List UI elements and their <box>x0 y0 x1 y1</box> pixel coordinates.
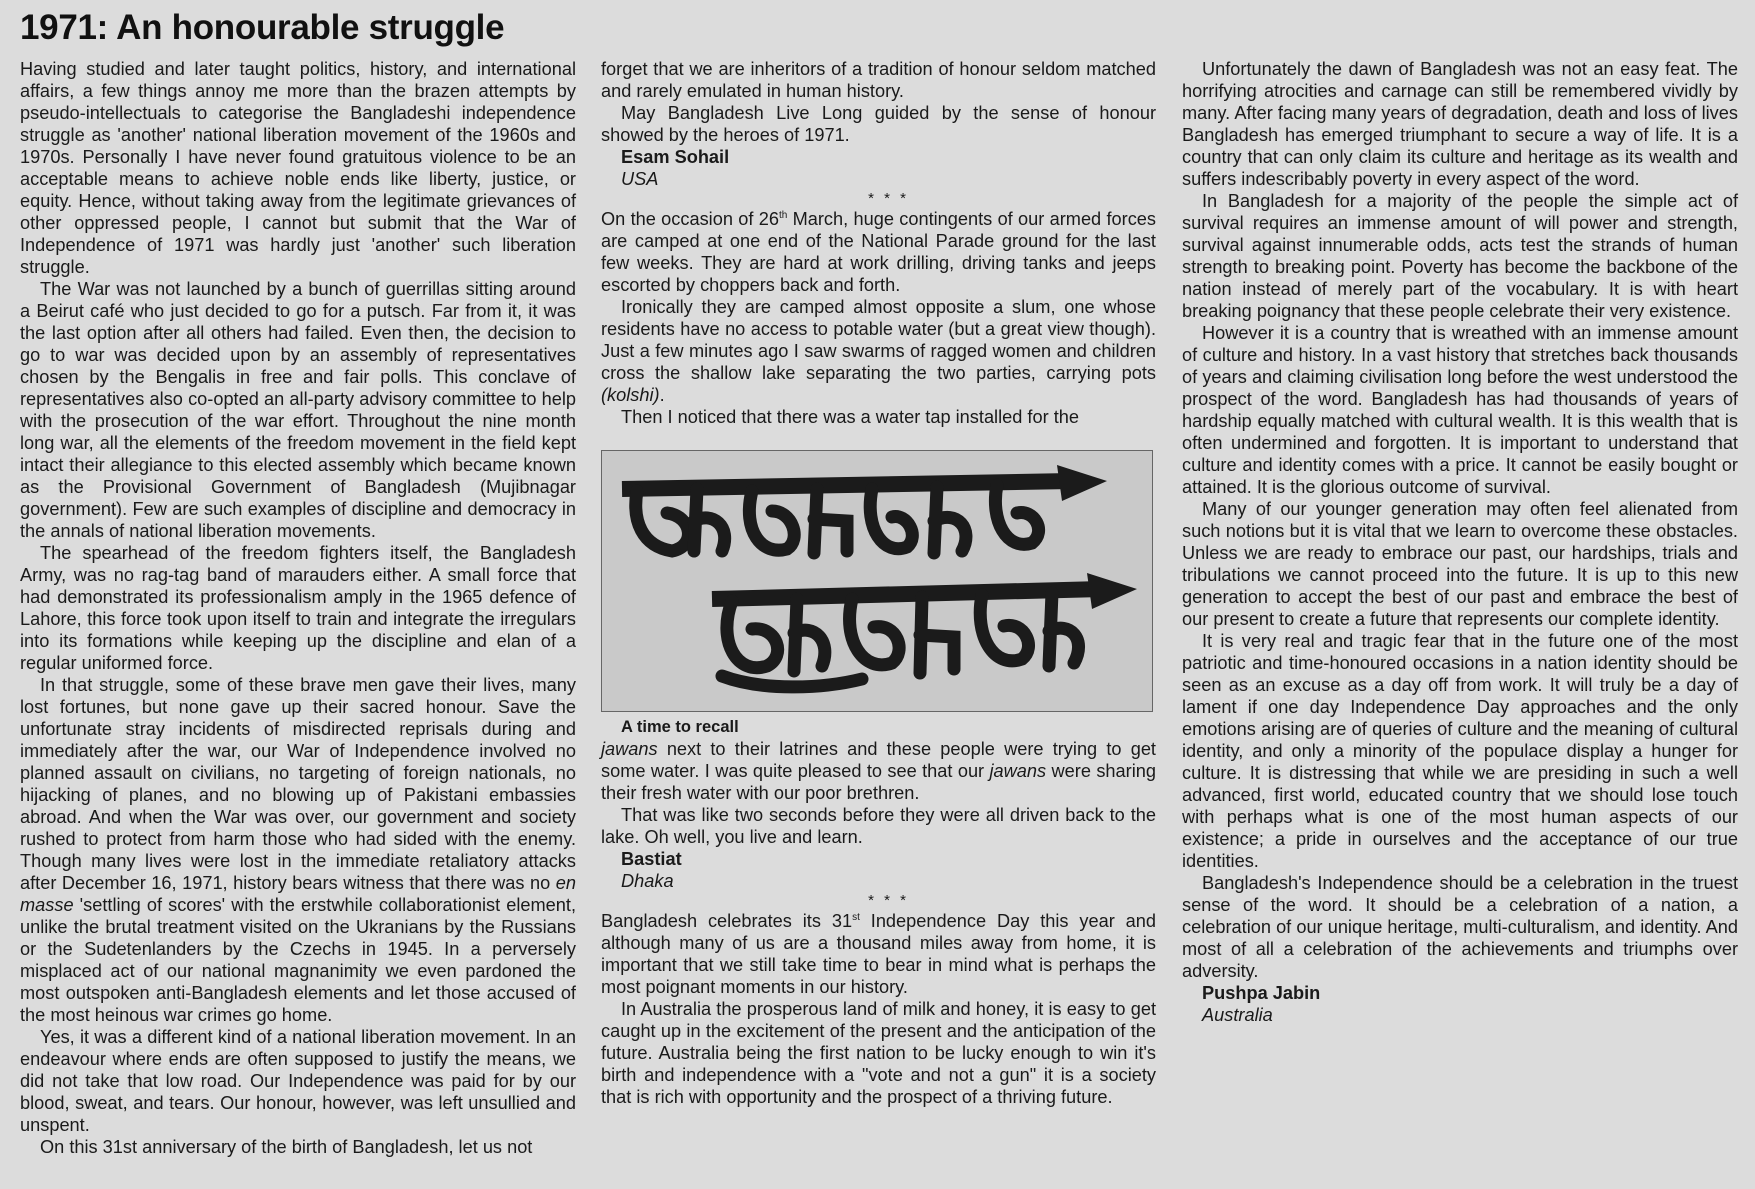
letter1-paragraph: The spearhead of the freedom fighters itself, the Bangladesh Army, was no rag-tag band of marauders either. A small force that had demonstrated its professionalism amply in the 1965 defence of Lahore, this force took upon itself to train and integrate the irregulars into its formations while keeping up the discipline and elan of a regular uniformed force. <box>20 543 576 673</box>
letter2-paragraph: Then I noticed that there was a water tap installed for the <box>621 407 1079 427</box>
letter1-paragraph: forget that we are inheritors of a tradition of honour seldom matched and rarely emulated in human history. <box>601 59 1156 101</box>
emphasis-text: jawans <box>601 739 658 759</box>
superscript: st <box>852 911 860 923</box>
letter3-paragraph: Many of our younger generation may often feel alienated from such notions but it is vital that we learn to overcome these obstacles. Unless we are ready to embrace our past, our hardships, trials and tribulations we cannot proceed into the future. It is up to this new generation to accept the best of our past and embrace the best of our present to create a future that represents our complete identity. <box>1182 499 1738 629</box>
text-run: Ironically they are camped almost opposite a slum, one whose residents have no access to potable water (but a great view though). Just a few minutes ago I saw swarms of ragged women and children cross the shallow lake separating the two parties, carrying pots <box>601 297 1156 383</box>
text-run: Bangladesh celebrates its 31 <box>601 911 853 931</box>
text-run: Independence Day this year and although many of us are a thousand miles away from home, it is important that we still take time to bear in mind what is perhaps the most poignant moments in our history. <box>601 911 1156 997</box>
superscript: th <box>778 209 788 221</box>
letter1-paragraph: The War was not launched by a bunch of guerrillas sitting around a Beirut café who just decided to go for a putsch. Far from it, it was the last option after all others had failed. Even then, the decision to go to war was decided upon by an assembly of representatives chosen by the Bengalis in free and fair polls. This conclave of representatives also co-opted an all-party advisory committee to help with the prosecution of the war effort. Throughout the nine month long war, all the elements of the freedom movement in the field kept intact their allegiance to this elected assembly which became known as the Provisional Government of Bangladesh (Mujibnagar government). Few are such examples of discipline and democracy in the annals of national liberation movements. <box>20 279 576 541</box>
column-3 <box>1182 58 1738 1026</box>
signature-name: Bastiat <box>621 849 682 869</box>
emphasis-text: jawans <box>989 761 1047 781</box>
separator: * * * <box>868 892 909 909</box>
letter2-paragraph <box>601 738 1156 804</box>
text-run: next to their latrines and these people were trying to get some water. I was quite pleased to see that our <box>601 739 1156 781</box>
letter1-paragraph: May Bangladesh Live Long guided by the sense of honour showed by the heroes of 1971. <box>601 103 1156 145</box>
text-run: 'settling of scores' with the erstwhile collaborationist element, unlike the brutal treatment visited on the Ukranians by the Russians or the Sudetenlanders by the Czechs in 1945. In a perversely misplaced act of our national magnanimity we even pardoned the most outspoken anti-Bangladesh elements and let those accused of the most heinous war crimes go home. <box>20 895 576 1025</box>
text-run: In that struggle, some of these brave men gave their lives, many lost fortunes, but none gave up their sacred honour. Save the unfortunate stray incidents of misdirected reprisals during and immediately after the war, our War of Independence involved no planned assault on civilians, no targeting of foreign nationals, no hijacking of planes, and no blowing up of Pakistani embassies abroad. And when the War was over, our government and society rushed to protect from harm those who had sided with the enemy. Though many lives were lost in the immediate retaliatory attacks after December 16, 1971, history bears witness that there was no <box>20 675 576 893</box>
text-run: March, huge contingents of our armed forces are camped at one end of the National Parade ground for the last few weeks. They are hard at work drilling, driving tanks and jeeps escorted by choppers back and forth. <box>601 209 1157 295</box>
text-run: were sharing their fresh water with our poor brethren. <box>601 761 1156 803</box>
bangla-calligraphy-graphic <box>602 451 1153 712</box>
bangla-headline-image <box>601 450 1153 712</box>
column-1 <box>20 58 576 1158</box>
letter3-paragraph: In Australia the prosperous land of milk and honey, it is easy to get caught up in the excitement of the present and the anticipation of the future. Australia being the first nation to be lucky enough to win it's birth and independence with a "vote and not a gun" it is a society that is rich with opportunity and the prospect of a thriving future. <box>601 999 1156 1107</box>
letter1-paragraph: Yes, it was a different kind of a national liberation movement. In an endeavour where ends are often supposed to justify the means, we did not take that low road. Our Independence was paid for by our blood, sweat, and tears. Our honour, however, was left unsullied and unspent. <box>20 1027 576 1135</box>
signature-location: Australia <box>1202 1005 1273 1025</box>
letter3-paragraph: Unfortunately the dawn of Bangladesh was not an easy feat. The horrifying atrocities and carnage can still be remembered vividly by many. After facing many years of degradation, death and loss of lives Bangladesh has emerged triumphant to secure a way of life. It is a country that can only claim its culture and heritage as its wealth and suffers indescribably poverty in every aspect of the word. <box>1182 59 1738 189</box>
letter2-paragraph <box>601 296 1156 406</box>
letter3-paragraph <box>601 910 1156 998</box>
letter3-paragraph: It is very real and tragic fear that in the future one of the most patriotic and time-honoured occasions in a nation identity should be seen as an excuse as a day off from work. It will truly be a day of lament if one day Independence Day approaches and the only emotions arising are of queries of culture and the meaning of cultural identity, and only a minority of the populace display a hunger for culture. It is distressing that while we are presiding in such a well advanced, first world, educated country that we should lose touch with perhaps what is one of the most human aspects of our existence; a pride in ourselves and the acceptance of our true identities. <box>1182 631 1738 871</box>
separator: * * * <box>868 190 909 207</box>
text-run: On the occasion of 26 <box>601 209 779 229</box>
letter1-paragraph: On this 31st anniversary of the birth of Bangladesh, let us not <box>40 1137 533 1157</box>
emphasis-text: (kolshi) <box>601 385 660 405</box>
signature-name: Esam Sohail <box>621 147 730 167</box>
figure-caption: A time to recall <box>621 718 739 736</box>
letter1-paragraph: Having studied and later taught politics, history, and international affairs, a few things annoy me more than the brazen attempts by pseudo-intellectuals to categorise the Bangladeshi independence struggle as 'another' national liberation movement of the 1960s and 1970s. Personally I have never found gratuitous violence to be an acceptable means to achieve noble ends like liberty, justice, or equity. Hence, without taking away from the legitimate grievances of other oppressed people, I cannot but submit that the War of Independence of 1971 was hardly just 'another' such liberation struggle. <box>20 59 576 277</box>
signature-name: Pushpa Jabin <box>1202 983 1321 1003</box>
letter3-paragraph: In Bangladesh for a majority of the people the simple act of survival requires an immense amount of will power and strength, survival against innumerable odds, acts test the strands of human strength to breaking point. Poverty has become the backbone of the nation instead of merely part of the vocabulary. It is with heart breaking poignancy that these people celebrate their very existence. <box>1182 191 1738 321</box>
letter2-paragraph: That was like two seconds before they were all driven back to the lake. Oh well, you live and learn. <box>601 805 1156 847</box>
article-title: 1971: An honourable struggle <box>20 8 505 47</box>
letter2-paragraph <box>601 208 1156 296</box>
text-run: . <box>659 385 665 405</box>
letter1-paragraph <box>20 674 576 1026</box>
column-2 <box>601 58 1156 1108</box>
emphasis-text: en masse <box>20 873 576 915</box>
signature-location: USA <box>621 169 659 189</box>
letter3-paragraph: However it is a country that is wreathed with an immense amount of culture and history. In a vast history that stretches back thousands of years and claiming civilisation long before the west understood the prospect of the word. Bangladesh has had thousands of years of hardship equally matched with cultural wealth. It is this wealth that is often undermined and forgotten. It is important to understand that culture and identity comes with a price. It cannot be easily bought or attained. It is the glorious outcome of survival. <box>1182 323 1738 497</box>
signature-location: Dhaka <box>621 871 674 891</box>
letter3-paragraph: Bangladesh's Independence should be a celebration in the truest sense of the word. It should be a celebration of a nation, a celebration of our unique heritage, multi-culturalism, and identity. And most of all a celebration of the achievements and triumphs over adversity. <box>1182 873 1738 981</box>
